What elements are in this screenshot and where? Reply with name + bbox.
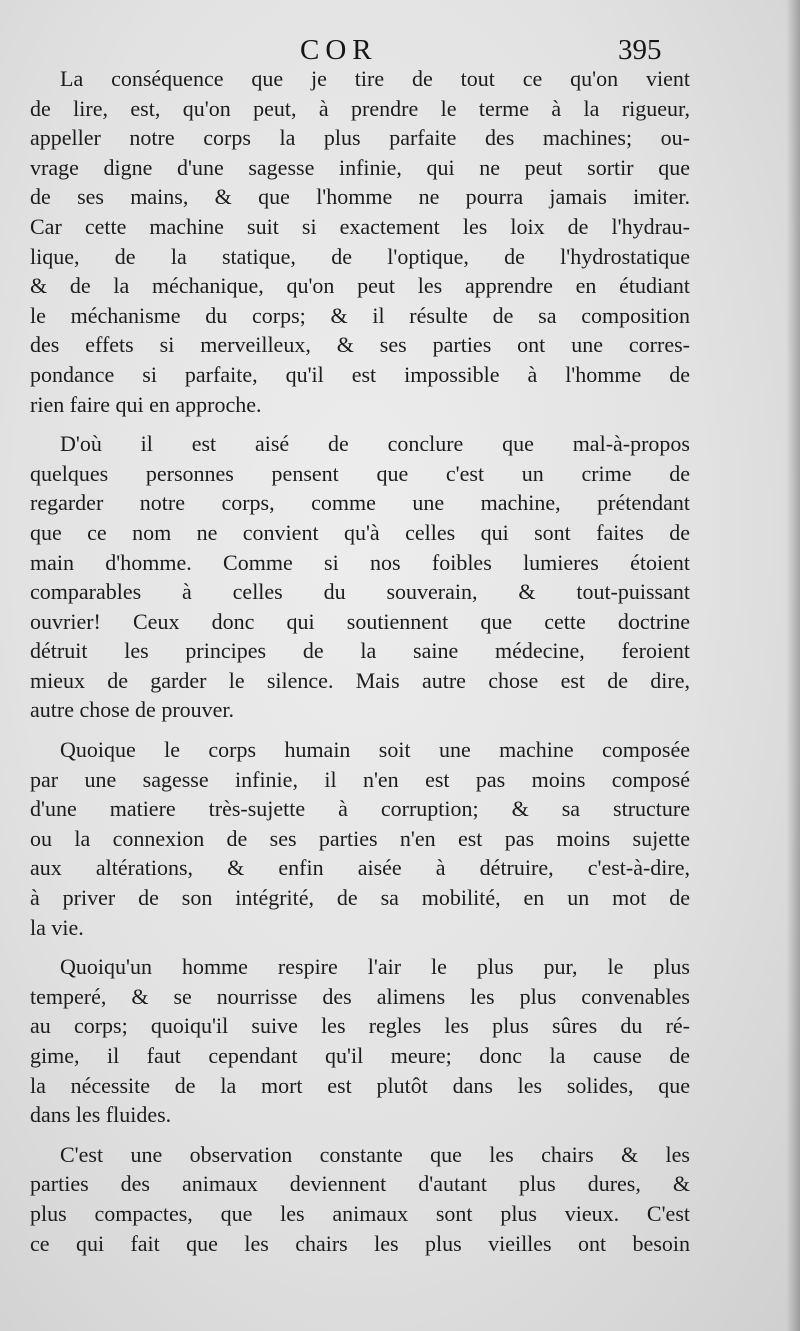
page-number: 395 — [618, 34, 662, 66]
text-line: comparables à celles du souverain, & tout-puissant — [30, 579, 690, 605]
text-line: ce qui fait que les chairs les plus vieilles ont besoin — [30, 1230, 690, 1256]
text-line: à priver de son intégrité, de sa mobilité, en un mot de — [30, 885, 690, 911]
text-line: dans les fluides. — [30, 1102, 172, 1128]
text-line: que ce nom ne convient qu'à celles qui sont faites de — [30, 519, 690, 545]
text-line: appeller notre corps la plus parfaite des machines; ou- — [30, 125, 690, 151]
text-line: lique, de la statique, de l'optique, de l'hydrostatique — [30, 243, 690, 269]
text-line: par une sagesse infinie, il n'en est pas moins composé — [30, 766, 690, 792]
text-line: au corps; quoiqu'il suive les regles les plus sûres du ré- — [30, 1013, 690, 1039]
body-text — [30, 64, 690, 1258]
text-line: regarder notre corps, comme une machine, prétendant — [30, 490, 690, 516]
text-line: ouvrier! Ceux donc qui soutiennent que cette doctrine — [30, 608, 690, 634]
text-line: Car cette machine suit si exactement les loix de l'hydrau- — [30, 213, 690, 239]
paragraph-gap — [30, 942, 690, 952]
paragraph — [30, 952, 690, 1130]
text-line: mieux de garder le silence. Mais autre chose est de dire, — [30, 667, 690, 693]
text-line: de ses mains, & que l'homme ne pourra jamais imiter. — [30, 184, 690, 210]
text-line: plus compactes, que les animaux sont plus vieux. C'est — [30, 1200, 690, 1226]
text-line: main d'homme. Comme si nos foibles lumieres étoient — [30, 549, 690, 575]
text-line: C'est une observation constante que les chairs & les — [60, 1141, 690, 1167]
text-line: quelques personnes pensent que c'est un crime de — [30, 460, 690, 486]
text-line: vrage digne d'une sagesse infinie, qui ne peut sortir que — [30, 154, 690, 180]
text-line: de lire, est, qu'on peut, à prendre le terme à la rigueur, — [30, 95, 690, 121]
text-line: pondance si parfaite, qu'il est impossible à l'homme de — [30, 361, 690, 387]
text-line: ou la connexion de ses parties n'en est pas moins sujette — [30, 825, 690, 851]
text-line: d'une matiere très-sujette à corruption; & sa structure — [30, 796, 690, 822]
text-line: la vie. — [30, 914, 84, 940]
paragraph-gap — [30, 1130, 690, 1140]
text-line: D'où il est aisé de conclure que mal-à-propos — [60, 431, 690, 457]
paragraph — [30, 1140, 690, 1258]
text-line: La conséquence que je tire de tout ce qu'on vient — [60, 66, 690, 91]
text-line: Quoique le corps humain soit une machine composée — [60, 737, 690, 763]
text-line: temperé, & se nourrisse des alimens les plus convenables — [30, 983, 690, 1009]
text-line: autre chose de prouver. — [30, 697, 235, 723]
paragraph — [30, 735, 690, 942]
paragraph-gap — [30, 419, 690, 429]
running-head: COR — [300, 34, 378, 66]
paragraph-gap — [30, 725, 690, 735]
text-line: des effets si merveilleux, & ses parties ont une corres- — [30, 332, 690, 358]
text-line: la nécessite de la mort est plutôt dans les solides, que — [30, 1072, 690, 1098]
text-line: le méchanisme du corps; & il résulte de sa composition — [30, 302, 690, 328]
text-line: rien faire qui en approche. — [30, 391, 262, 417]
text-line: gime, il faut cependant qu'il meure; donc la cause de — [30, 1043, 690, 1068]
text-line: détruit les principes de la saine médecine, feroient — [30, 638, 690, 664]
text-line: Quoiqu'un homme respire l'air le plus pur, le plus — [60, 954, 690, 980]
text-line: parties des animaux deviennent d'autant plus dures, & — [30, 1171, 690, 1197]
text-line: & de la méchanique, qu'on peut les apprendre en étudiant — [30, 273, 690, 299]
paragraph — [30, 64, 690, 419]
text-line: aux altérations, & enfin aisée à détruire, c'est-à-dire, — [30, 855, 690, 881]
paragraph — [30, 429, 690, 725]
